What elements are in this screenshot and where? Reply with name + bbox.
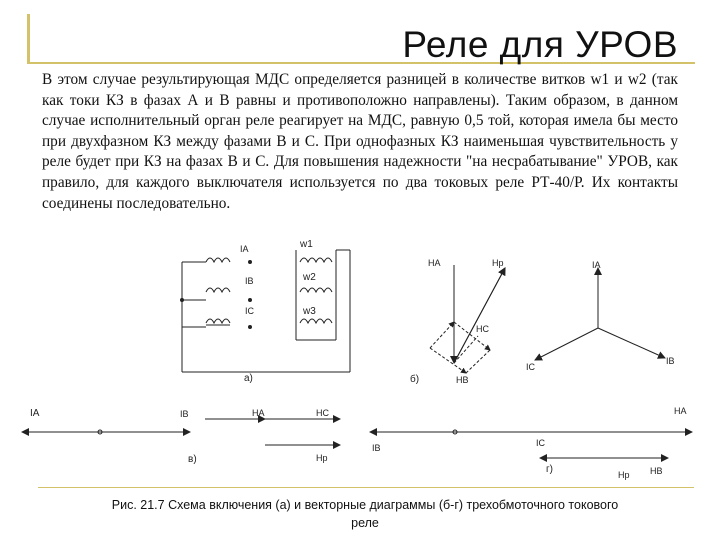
label-v-ia: IA bbox=[30, 408, 40, 419]
label-b-hb: HB bbox=[456, 375, 469, 385]
label-star-ib: IB bbox=[666, 356, 675, 366]
label-ic: IC bbox=[245, 306, 254, 316]
decor-bottom-rule bbox=[38, 487, 694, 488]
label-v-ib: IB bbox=[180, 409, 189, 419]
paragraph-text: В этом случае результирующая МДС определяется разницей в количестве витков w1 и w2 (так как токи КЗ в фазах А и В равны и противоположно направлены). Таким образом, в данном случае исполнительный орган реле реагирует на МДС, равную 0,5 той, которая имела бы место при двухфазном КЗ между фазами В и С. При однофазных КЗ наименьшая чувствительность у реле будет при КЗ на фазах В и С. Для повышения надежности "на несрабатывание" УРОВ, как правило, для каждого выключателя используется по два токовых реле РТ-40/Р. Их контакты соединены последовательно. bbox=[42, 71, 678, 212]
label-b-ha: HA bbox=[428, 258, 441, 268]
label-g-ha: HA bbox=[674, 406, 687, 416]
diagram-star-vectors bbox=[535, 268, 665, 360]
label-v-hc: HC bbox=[316, 408, 329, 418]
label-g-hp: Hр bbox=[618, 470, 630, 480]
label-w3: w3 bbox=[303, 306, 316, 317]
label-w1: w1 bbox=[300, 239, 313, 250]
label-v-ha: HA bbox=[252, 408, 265, 418]
label-b-hc: HC bbox=[476, 324, 489, 334]
diagram-v-vectors bbox=[22, 419, 340, 445]
label-a: а) bbox=[244, 373, 253, 384]
label-w2: w2 bbox=[303, 272, 316, 283]
label-v: в) bbox=[188, 454, 197, 465]
diagram-a-connection-scheme bbox=[181, 250, 351, 372]
label-g-hb: HB bbox=[650, 466, 663, 476]
label-star-ia: IA bbox=[592, 260, 601, 270]
slide-title: Реле для УРОВ bbox=[402, 24, 678, 65]
label-ib: IB bbox=[245, 276, 254, 286]
label-g-ib: IB bbox=[372, 443, 381, 453]
label-star-ic: IC bbox=[526, 362, 535, 372]
label-g-ic: IC bbox=[536, 438, 545, 448]
diagram-b-vectors bbox=[430, 265, 505, 373]
label-v-hp: Hр bbox=[316, 453, 328, 463]
label-g: г) bbox=[546, 464, 553, 475]
diagram-g-vectors bbox=[370, 430, 692, 458]
label-b-hp: Hр bbox=[492, 258, 504, 268]
label-b: б) bbox=[410, 374, 420, 385]
figure-caption: Рис. 21.7 Схема включения (а) и векторные диаграммы (б-г) трехобмоточного токового реле bbox=[111, 498, 619, 530]
label-ia: IA bbox=[240, 244, 249, 254]
